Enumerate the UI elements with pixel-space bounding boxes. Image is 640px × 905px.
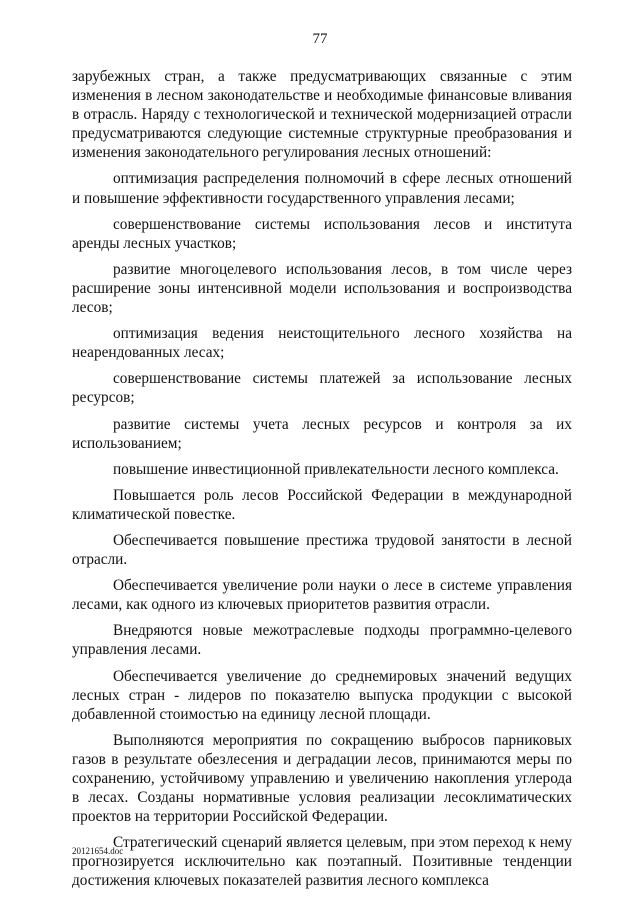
list-item: оптимизация распределения полномочий в сфере лесных отношений и повышение эффективности государственного управления лесами; [72, 170, 572, 207]
list-item: развитие системы учета лесных ресурсов и контроля за их использованием; [72, 415, 572, 452]
page-number: 77 [312, 31, 328, 47]
list-item: повышение инвестиционной привлекательности лесного комплекса. [113, 460, 559, 478]
paragraph: Обеспечивается увеличение роли науки о лесе в системе управления лесами, как одного из ключевых приоритетов развития отрасли. [72, 577, 572, 614]
list-item: развитие многоцелевого использования лесов, в том числе через расширение зоны интенсивной модели использования и воспроизводства лесов; [72, 260, 572, 317]
paragraph: Стратегический сценарий является целевым, при этом переход к нему прогнозируется исключительно как поэтапный. Позитивные тенденции достижения ключевых показателей развития лесного комплекса [72, 834, 572, 890]
paragraph-intro: зарубежных стран, а также предусматривающих связанные с этим изменения в лесном законодательстве и необходимые финансовые вливания в отрасль. Наряду с технологической и технической модернизацией отрасли предусматриваются следующие системные структурные преобразования и изменения законодательного регулирования лесных отношений: [72, 68, 572, 162]
list-item: совершенствование системы использования лесов и института аренды лесных участков; [72, 215, 572, 252]
body-text [72, 67, 572, 898]
list-item: оптимизация ведения неистощительного лесного хозяйства на неарендованных лесах; [72, 325, 572, 362]
paragraph: Выполняются мероприятия по сокращению выбросов парниковых газов в результате обезлесения и деградации лесов, принимаются меры по сохранению, устойчивому управлению и увеличению накопления углерода в лесах. Созданы нормативные условия реализации лесоклиматических проектов на территории Российской Федерации. [72, 731, 572, 826]
paragraph: Обеспечивается увеличение до среднемировых значений ведущих лесных стран - лидеров по показателю выпуска продукции с высокой добавленной стоимостью на единицу лесной площади. [72, 667, 572, 723]
paragraph: Внедряются новые межотраслевые подходы программно-целевого управления лесами. [72, 622, 572, 659]
list-item: совершенствование системы платежей за использование лесных ресурсов; [72, 370, 572, 407]
footer-document-code: 20121654.doc [72, 846, 124, 856]
paragraph: Повышается роль лесов Российской Федерации в международной климатической повестке. [72, 486, 572, 523]
paragraph: Обеспечивается повышение престижа трудовой занятости в лесной отрасли. [72, 531, 572, 569]
